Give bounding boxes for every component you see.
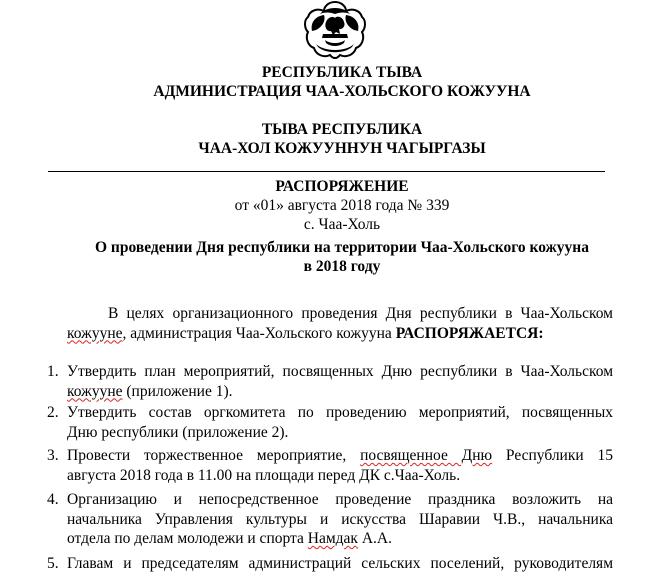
list-item-word-namdak: Намдак — [307, 530, 358, 547]
list-item-number: 4. — [47, 491, 59, 508]
list-item-text: Утвердить план мероприятий, посвященных Дню республики в Чаа-Хольском — [67, 363, 613, 380]
list-item-text: Организацию и непосредственное проведение праздника возложить на — [67, 491, 613, 508]
document-place: с. Чаа-Холь — [303, 216, 381, 233]
intro-word-kozhuune: кожууне — [67, 324, 123, 342]
header-administration-tuvan: ЧАА-ХОЛ КОЖУУННУН ЧАГЫРГАЗЫ — [198, 140, 486, 157]
intro-directive: РАСПОРЯЖАЕТСЯ: — [395, 324, 544, 342]
list-item — [67, 554, 613, 574]
list-item-word-posvyashchennoe: посвященное Дню — [360, 447, 493, 464]
document-date-number: от «01» августа 2018 года № 339 — [234, 197, 450, 214]
list-item-text: А.А. — [357, 530, 392, 547]
list-item-text: Утвердить состав оргкомитета по проведению мероприятий, посвященных — [67, 404, 613, 421]
intro-paragraph — [67, 304, 613, 343]
list-item — [67, 403, 613, 442]
list-item-text: Главам и председателям администраций сельских поселений, руководителям — [67, 555, 613, 572]
document-title-line1: О проведении Дня республики на территории Чаа-Хольского кожууна — [95, 239, 589, 256]
list-item — [67, 446, 613, 485]
list-item — [67, 362, 613, 401]
list-item-number: 5. — [47, 555, 59, 572]
intro-line1: В целях организационного проведения Дня республики в Чаа-Хольском — [108, 305, 613, 322]
list-item-text: Провести торжественное мероприятие, — [67, 447, 361, 464]
list-item-text: Дню республики (приложение 2). — [67, 423, 289, 441]
list-item-text: августа 2018 года в 11.00 на площади перед ДК с.Чаа-Холь. — [67, 466, 461, 484]
list-item-text: (приложение 1). — [122, 382, 233, 400]
list-item-text: Республики 15 — [492, 447, 613, 464]
list-item — [67, 490, 613, 549]
document-type: РАСПОРЯЖЕНИЕ — [275, 178, 409, 195]
list-item-text: начальника Управления культуры и искусства Шаравии Ч.В., начальника — [67, 510, 613, 528]
header-administration: АДМИНИСТРАЦИЯ ЧАА-ХОЛЬСКОГО КОЖУУНА — [153, 83, 531, 100]
list-item-number: 2. — [47, 404, 59, 421]
document-title-line2: в 2018 году — [303, 258, 381, 275]
header-divider — [48, 171, 605, 172]
list-item-word-kozhuune: кожууне — [67, 382, 123, 400]
list-item-text: отдела по делам молодежи и спорта — [67, 530, 308, 547]
header-republic: РЕСПУБЛИКА ТЫВА — [261, 64, 423, 81]
intro-line2-text: , администрация Чаа-Хольского кожууна — [122, 324, 396, 342]
tuva-emblem-icon — [302, 0, 368, 60]
list-item-number: 3. — [47, 447, 59, 464]
header-republic-tuvan: ТЫВА РЕСПУБЛИКА — [261, 121, 423, 138]
list-item-number: 1. — [47, 363, 59, 380]
